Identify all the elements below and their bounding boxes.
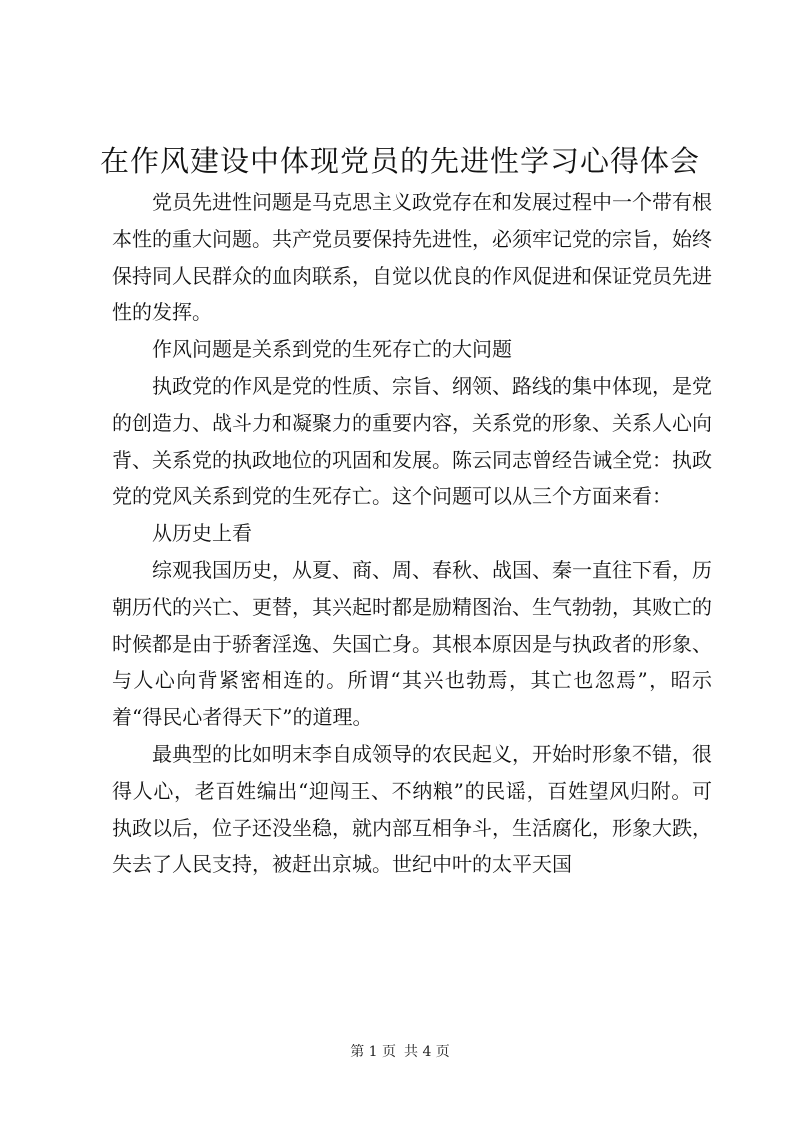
- total-pages: 共 4 页: [404, 1044, 450, 1060]
- page-number: 第 1 页: [350, 1044, 396, 1060]
- document-title: 在作风建设中体现党员的先进性学习心得体会: [99, 144, 700, 178]
- section-heading-history: 从历史上看: [152, 521, 252, 546]
- paragraph-ruling-party-style: 执政党的作风是党的性质、宗旨、纲领、路线的集中体现，是党的创造力、战斗力和凝聚力的重要内容，关系党的形象、关系人心向背、关系党的执政地位的巩固和发展。陈云同志曾经告诫全党：执政党的党风关系到党的生死存亡。这个问题可以从三个方面来看：: [112, 373, 712, 509]
- paragraph-intro: 党员先进性问题是马克思主义政党存在和发展过程中一个带有根本性的重大问题。共产党员要保持先进性，必须牢记党的宗旨，始终保持同人民群众的血肉联系，自觉以优良的作风促进和保证党员先进性的发挥。: [112, 190, 712, 325]
- section-heading-style-issue: 作风问题是关系到党的生死存亡的大问题: [152, 337, 512, 362]
- page-footer: [0, 1042, 800, 1062]
- paragraph-example: 最典型的比如明末李自成领导的农民起义，开始时形象不错，很得人心，老百姓编出“迎闯王、不纳粮”的民谣，百姓望风归附。可执政以后，位子还没坐稳，就内部互相争斗，生活腐化，形象大跌，失去了人民支持，被赶出京城。世纪中叶的太平天国: [112, 741, 712, 877]
- paragraph-history: 综观我国历史，从夏、商、周、春秋、战国、秦一直往下看，历朝历代的兴亡、更替，其兴起时都是励精图治、生气勃勃，其败亡的时候都是由于骄奢淫逸、失国亡身。其根本原因是与执政者的形象、与人心向背紧密相连的。所谓“其兴也勃焉，其亡也忽焉”，昭示着“得民心者得天下”的道理。: [112, 557, 712, 730]
- document-body: [112, 184, 712, 883]
